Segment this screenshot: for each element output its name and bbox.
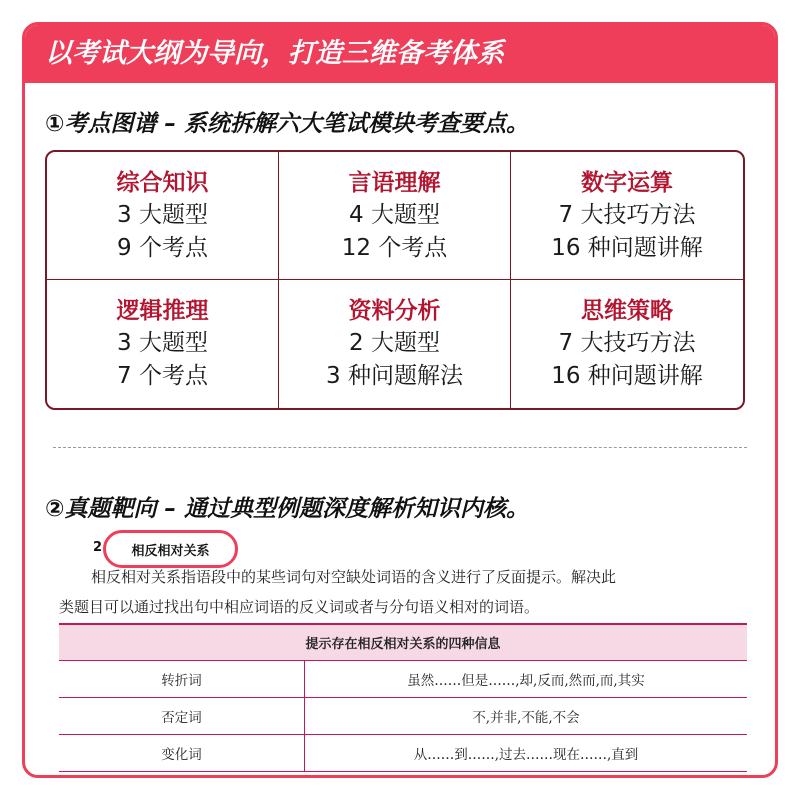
table-key-cell: 变化词 bbox=[59, 735, 305, 772]
module-name: 资料分析 bbox=[348, 298, 441, 324]
module-cell bbox=[279, 152, 511, 280]
poster-frame bbox=[22, 22, 778, 778]
module-cell bbox=[279, 280, 511, 408]
module-detail: 4 大题型 bbox=[349, 201, 440, 228]
example-title: 相反相对关系 bbox=[131, 543, 210, 559]
module-detail: 12 个考点 bbox=[341, 234, 448, 261]
module-detail: 3 大题型 bbox=[117, 201, 208, 228]
module-name: 综合知识 bbox=[116, 169, 209, 196]
module-cell bbox=[47, 280, 279, 408]
example-paragraph-line: 相反相对关系指语段中的某些词句对空缺处词语的含义进行了反面提示。解决此 bbox=[91, 568, 617, 586]
module-detail: 7 个考点 bbox=[117, 363, 208, 389]
table-row bbox=[59, 698, 747, 735]
example-number: 2 bbox=[93, 540, 103, 555]
table-row bbox=[59, 661, 747, 698]
module-cell bbox=[511, 152, 743, 280]
module-detail: 7 大技巧方法 bbox=[558, 201, 696, 228]
module-cell bbox=[511, 280, 743, 408]
module-detail: 3 大题型 bbox=[117, 330, 208, 356]
module-name: 言语理解 bbox=[348, 169, 441, 196]
module-detail: 16 种问题讲解 bbox=[551, 363, 703, 389]
module-name: 思维策略 bbox=[581, 298, 673, 324]
module-detail: 16 种问题讲解 bbox=[551, 234, 703, 261]
module-name: 数字运算 bbox=[581, 169, 673, 196]
module-detail: 7 大技巧方法 bbox=[558, 330, 696, 356]
example-paragraph-line: 类题目可以通过找出句中相应词语的反义词或者与分句语义相对的词语。 bbox=[59, 598, 540, 616]
dashed-divider bbox=[53, 447, 747, 448]
table-key-cell: 否定词 bbox=[59, 698, 305, 735]
table-row bbox=[59, 735, 747, 772]
module-detail: 3 种问题解法 bbox=[326, 363, 463, 389]
table-key-cell: 转折词 bbox=[59, 661, 305, 698]
table-value-cell: 从……到……,过去……现在……,直到 bbox=[305, 735, 748, 772]
module-detail: 9 个考点 bbox=[117, 234, 208, 261]
modules-grid bbox=[45, 150, 745, 410]
banner-title: 以考试大纲为导向，打造三维备考体系 bbox=[25, 25, 775, 83]
module-cell bbox=[47, 152, 279, 280]
section-heading-exam-map: ①考点图谱 – 系统拆解六大笔试模块考查要点。 bbox=[45, 111, 529, 137]
table-value-cell: 虽然……但是……,却,反而,然而,而,其实 bbox=[305, 661, 748, 698]
table-header: 提示存在相反相对关系的四种信息 bbox=[59, 624, 747, 661]
module-name: 逻辑推理 bbox=[116, 298, 209, 324]
section-heading-real-questions: ②真题靶向 – 通过典型例题深度解析知识内核。 bbox=[45, 496, 529, 522]
table-value-cell: 不,并非,不能,不会 bbox=[305, 698, 748, 735]
info-table bbox=[59, 623, 747, 772]
module-detail: 2 大题型 bbox=[349, 330, 440, 356]
